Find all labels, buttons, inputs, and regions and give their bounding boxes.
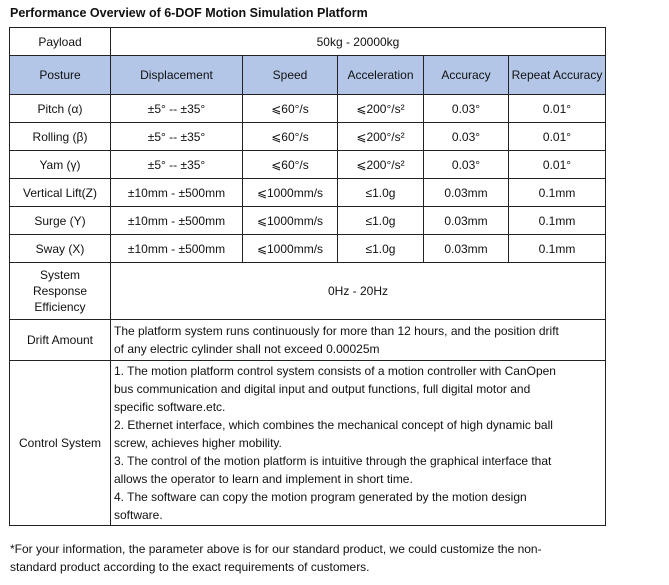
- control-text-line: 2. Ethernet interface, which combines the mechanical concept of high dynamic ball: [114, 418, 553, 432]
- table-cell: 0.1mm: [509, 235, 606, 263]
- control-description: [111, 361, 606, 526]
- table-cell: ≤1.0g: [338, 235, 424, 263]
- table-cell: 0.1mm: [509, 207, 606, 235]
- table-cell: ⩽1000mm/s: [243, 235, 338, 263]
- table-row: [10, 235, 606, 263]
- control-text-line: 4. The software can copy the motion program generated by the motion design: [114, 490, 527, 504]
- control-text-line: bus communication and digital input and output functions, full digital motor and: [114, 382, 531, 396]
- table-cell: ±5° -- ±35°: [111, 95, 243, 123]
- table-cell: Surge (Y): [10, 207, 111, 235]
- table-cell: ±10mm - ±500mm: [111, 235, 243, 263]
- table-cell: ⩽200°/s²: [338, 151, 424, 179]
- page-title: Performance Overview of 6-DOF Motion Simulation Platform: [10, 6, 368, 20]
- table-row: [10, 179, 606, 207]
- table-cell: ±5° -- ±35°: [111, 123, 243, 151]
- table-cell: ±10mm - ±500mm: [111, 179, 243, 207]
- footnote-line: standard product according to the exact requirements of customers.: [10, 560, 370, 574]
- table-cell: ⩽1000mm/s: [243, 179, 338, 207]
- drift-description: [111, 320, 606, 361]
- table-header-row: [10, 56, 606, 95]
- table-cell: 0.03mm: [424, 179, 509, 207]
- table-cell: ±5° -- ±35°: [111, 151, 243, 179]
- column-header: Posture: [10, 56, 111, 95]
- footnote-line: *For your information, the parameter above is for our standard product, we could customize the non-: [10, 542, 542, 556]
- column-header: Accuracy: [424, 56, 509, 95]
- drift-text-line: of any electric cylinder shall not exceed 0.00025m: [114, 342, 380, 356]
- control-text-line: allows the operator to learn and implement in short time.: [114, 472, 413, 486]
- response-value: 0Hz - 20Hz: [111, 263, 606, 320]
- table-row: [10, 123, 606, 151]
- column-header: Speed: [243, 56, 338, 95]
- control-text-line: screw, achieves higher mobility.: [114, 436, 282, 450]
- table-cell: Vertical Lift(Z): [10, 179, 111, 207]
- control-text-line: 3. The control of the motion platform is intuitive through the graphical interface that: [114, 454, 552, 468]
- control-row: [10, 361, 606, 526]
- payload-value: 50kg - 20000kg: [111, 28, 606, 56]
- table-cell: 0.01°: [509, 95, 606, 123]
- table-cell: ≤1.0g: [338, 207, 424, 235]
- table-cell: 0.03°: [424, 95, 509, 123]
- table-row: [10, 95, 606, 123]
- control-text-line: software.: [114, 508, 163, 522]
- drift-text-line: The platform system runs continuously for more than 12 hours, and the position drift: [114, 324, 559, 338]
- performance-table: [9, 27, 606, 526]
- payload-row: [10, 28, 606, 56]
- table-cell: Rolling (β): [10, 123, 111, 151]
- table-cell: ⩽200°/s²: [338, 95, 424, 123]
- table-cell: ⩽60°/s: [243, 151, 338, 179]
- table-cell: ⩽60°/s: [243, 123, 338, 151]
- table-cell: 0.03mm: [424, 207, 509, 235]
- table-cell: 0.03°: [424, 123, 509, 151]
- table-cell: ±10mm - ±500mm: [111, 207, 243, 235]
- column-header: Acceleration: [338, 56, 424, 95]
- table-cell: Yam (γ): [10, 151, 111, 179]
- table-cell: ⩽200°/s²: [338, 123, 424, 151]
- footnote: [10, 540, 606, 576]
- drift-row: [10, 320, 606, 361]
- payload-label: Payload: [10, 28, 111, 56]
- table-row: [10, 151, 606, 179]
- table-cell: 0.01°: [509, 151, 606, 179]
- table-cell: ≤1.0g: [338, 179, 424, 207]
- table-cell: ⩽60°/s: [243, 95, 338, 123]
- table-cell: 0.1mm: [509, 179, 606, 207]
- table-cell: Sway (X): [10, 235, 111, 263]
- table-cell: ⩽1000mm/s: [243, 207, 338, 235]
- drift-label: Drift Amount: [10, 320, 111, 361]
- table-cell: 0.03°: [424, 151, 509, 179]
- table-cell: 0.01°: [509, 123, 606, 151]
- response-row: [10, 263, 606, 320]
- control-label: Control System: [10, 361, 111, 526]
- table-row: [10, 207, 606, 235]
- response-label: System Response Efficiency: [10, 263, 111, 320]
- table-cell: 0.03mm: [424, 235, 509, 263]
- table-cell: Pitch (α): [10, 95, 111, 123]
- column-header: Repeat Accuracy: [509, 56, 606, 95]
- column-header: Displacement: [111, 56, 243, 95]
- control-text-line: 1. The motion platform control system consists of a motion controller with CanOpen: [114, 364, 556, 378]
- control-text-line: specific software.etc.: [114, 400, 226, 414]
